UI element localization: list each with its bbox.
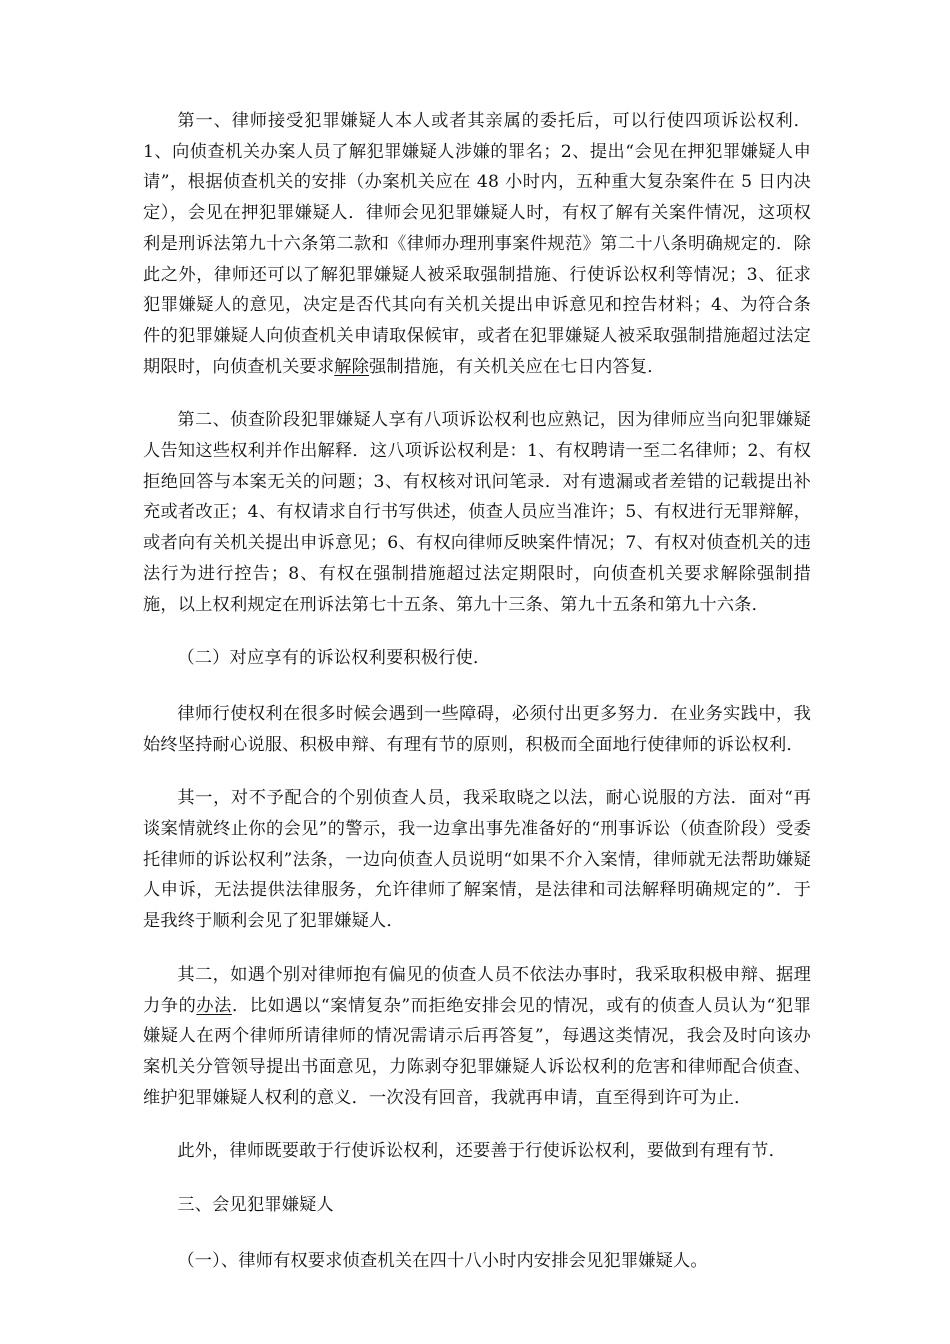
underlined-term: 办法 (196, 995, 232, 1016)
paragraph-first-method: 其一，对不予配合的个别侦查人员，我采取晓之以法，耐心说服的方法．面对“再谈案情就终止你的会见”的警示，我一边拿出事先准备好的“刑事诉讼（侦查阶段）受委托律师的诉讼权利”法条，一边向侦查人员说明“如果不介入案情，律师就无法帮助嫌疑人申诉，无法提供法律服务，允许律师了解案情，是法律和司法解释明确规定的”．于是我终于顺利会见了犯罪嫌疑人． (143, 788, 811, 932)
paragraph-text: 强制措施，有关机关应在七日内答复． (369, 356, 665, 377)
subsection-heading-48-hours: （一）、律师有权要求侦查机关在四十八小时内安排会见犯罪嫌疑人。 (177, 1250, 708, 1271)
paragraph-text: 第一、律师接受犯罪嫌疑人本人或者其亲属的委托后，可以行使四项诉讼权利．1、向侦查机关办案人员了解犯罪嫌疑人涉嫌的罪名；2、提出“会见在押犯罪嫌疑人申请”，根据侦查机关的安排（办案机关应在 48 小时内，五种重大复杂案件在 5 日内决定），会见在押犯罪嫌疑人．律师会见犯罪嫌疑人时，有权了解有关案件情况，这项权利是刑诉法第九十六条第二款和《律师办理刑事案件规范》第二十八条明确规定的．除此之外，律师还可以了解犯罪嫌疑人被采取强制措施、行使诉讼权利等情况；3、征求犯罪嫌疑人的意见，决定是否代其向有关机关提出申诉意见和控告材料；4、为符合条件的犯罪嫌疑人向侦查机关申请取保候审，或者在犯罪嫌疑人被采取强制措施超过法定期限时，向侦查机关要求 (143, 111, 811, 377)
underlined-term: 解除 (334, 356, 370, 377)
paragraph-obstacles: 律师行使权利在很多时候会遇到一些障碍，必须付出更多努力．在业务实践中，我始终坚持耐心说服、积极申辩、有理有节的原则，积极而全面地行使律师的诉讼权利． (143, 703, 811, 755)
paragraph-text: 其二，如遇个别对律师抱有偏见的侦查人员不依法办事时，我采取积极申辩、据理力争的 (143, 964, 811, 1016)
paragraph-text: ．比如遇以“案情复杂”而拒绝安排会见的情况，或有的侦查人员认为“犯罪嫌疑人在两个律师所请律师的情况需请示后再答复”，每遇这类情况，我会及时向该办案机关分管领导提出书面意见，力陈剥夺犯罪嫌疑人诉讼权利的危害和律师配合侦查、维护犯罪嫌疑人权利的意义．一次没有回音，我就再申请，直至得到许可为止． (143, 995, 811, 1108)
paragraph-suspect-eight-rights: 第二、侦查阶段犯罪嫌疑人享有八项诉讼权利也应熟记，因为律师应当向犯罪嫌疑人告知这些权利并作出解释．这八项诉讼权利是：1、有权聘请一至二名律师；2、有权拒绝回答与本案无关的问题；3、有权核对讯问笔录．对有遗漏或者差错的记载提出补充或者改正；4、有权请求自行书写供述，侦查人员应当准许；5、有权进行无罪辩解，或者向有关机关提出申诉意见；6、有权向律师反映案件情况；7、有权对侦查机关的违法行为进行控告；8、有权在强制措施超过法定期限时，向侦查机关要求解除强制措施，以上权利规定在刑诉法第七十五条、第九十三条、第九十五条和第九十六条． (143, 410, 811, 615)
document-page (143, 106, 811, 1300)
paragraph-in-addition: 此外，律师既要敢于行使诉讼权利，还要善于行使诉讼权利，要做到有理有节． (177, 1141, 786, 1162)
paragraph-second-method (143, 960, 811, 1114)
paragraph-lawyer-four-rights (143, 106, 811, 382)
section-heading-meeting-suspect: 三、会见犯罪嫌疑人 (177, 1195, 334, 1216)
section-heading-exercise-rights: （二）对应享有的诉讼权利要积极行使． (177, 648, 491, 669)
